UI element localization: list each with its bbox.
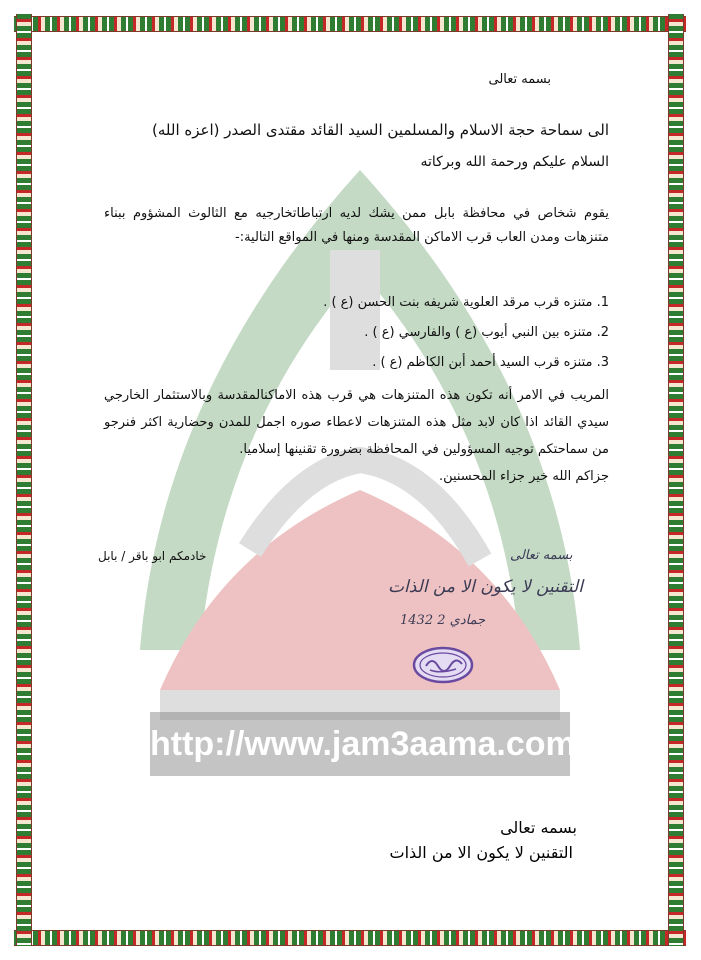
body-paragraph-2 xyxy=(104,382,609,490)
decorative-border-top xyxy=(14,16,686,32)
footer-line-2: التقنين لا يكون الا من الذات xyxy=(389,843,573,862)
watermark-url: http://www.jam3aama.com xyxy=(150,712,570,776)
letter-address: الى سماحة حجة الاسلام والمسلمين السيد القائد مقتدى الصدر (اعزه الله) xyxy=(152,121,609,139)
letter-title: بسمه تعالى xyxy=(488,72,551,87)
handwritten-line-1: بسمه تعالى xyxy=(510,548,573,563)
sender-signature: خادمكم ابو باقر / بابل xyxy=(98,549,207,563)
handwritten-line-2: التقنين لا يكون الا من الذات xyxy=(388,577,583,597)
handwritten-date: جمادي 2 1432 xyxy=(400,613,486,628)
letter-salutation: السلام عليكم ورحمة الله وبركاته xyxy=(420,154,609,170)
official-stamp-icon xyxy=(412,646,474,684)
closing-line: جزاكم الله خير جزاء المحسنين. xyxy=(438,469,609,484)
body-paragraph-1: يقوم شخاص في محافظة بابل ممن يشك لديه ارتباطاتخارجيه مع الثالوث المشؤوم ببناء متنزهات ومدن العاب قرب الاماكن المقدسة ومنها في المواقع التالية:- xyxy=(104,206,609,245)
list-item: 3. متنزه قرب السيد أحمد أبن الكاظم (ع ) . xyxy=(372,355,609,370)
paragraph-2-text: المريب في الامر أنه تكون هذه المتنزهات هي قرب هذه الاماكنالمقدسة وبالاستثمار الخارجي سيدي القائد اذا كان لابد مثل هذه المتنزهات لاعطاء صوره اجمل للمدن وحضارية اكثر فنرجو من سماحتكم توجيه المسؤولين في المحافظة بضرورة تقنينها إسلاميا. xyxy=(104,388,609,457)
list-item: 2. متنزه بين النبي أيوب (ع ) والفارسي (ع ) . xyxy=(364,325,609,340)
decorative-border-left xyxy=(16,14,32,946)
list-item: 1. متنزه قرب مرقد العلوية شريفه بنت الحسن (ع ) . xyxy=(323,295,609,310)
footer-line-1: بسمه تعالى xyxy=(500,818,577,837)
decorative-border-bottom xyxy=(14,930,686,946)
decorative-border-right xyxy=(668,14,684,946)
